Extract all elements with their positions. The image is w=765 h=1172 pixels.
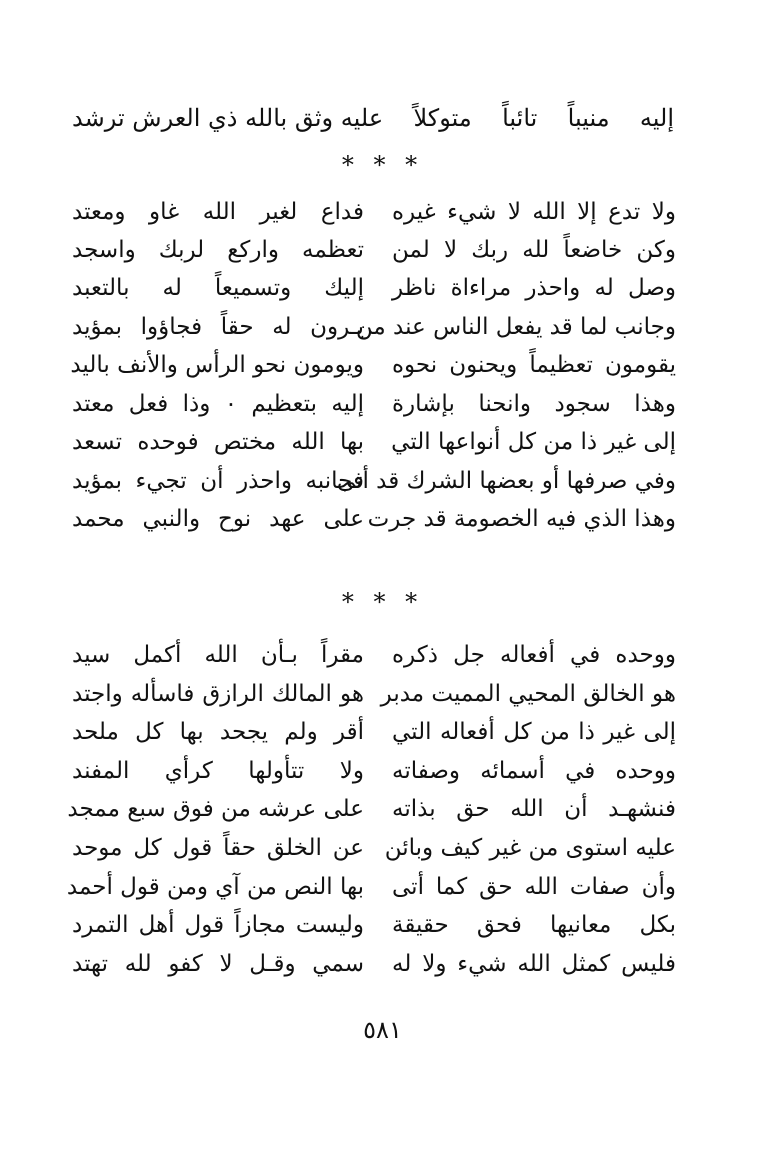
- verse-left-half: على عهد نوح والنبي محمد: [72, 506, 364, 532]
- verse-right-half: هو الخالق المحيي المميت مدبر: [380, 681, 676, 707]
- verse-right-half: إلى غير ذا من كل أفعاله التي: [392, 719, 676, 745]
- verse-right-half: وصل له واحذر مراءاة ناظر: [392, 275, 676, 301]
- verse-left-half: وليست مجازاً قول أهل التمرد: [72, 912, 364, 938]
- verse-left-half: عن الخلق حقاً قول كل موحد: [72, 835, 364, 861]
- verse-left-half: على عرشه من فوق سبع ممجد: [67, 796, 364, 822]
- verse-right-half: وفي صرفها أو بعضها الشرك قد أتى: [336, 468, 676, 494]
- page-number: ٥٨١: [363, 1016, 402, 1044]
- verse-left-half: تعظمه واركع لربك واسجد: [72, 237, 364, 263]
- opening-word-1: إليه: [639, 104, 674, 132]
- opening-verse-second-half: عليه وثق بالله ذي العرش ترشد: [72, 104, 384, 132]
- verse-left-half: إليك وتسميعاً له بالتعبد: [72, 275, 364, 301]
- verse-right-half: ووحده في أفعاله جل ذكره: [392, 642, 676, 668]
- verse-right-half: وجانب لما قد يفعل الناس عند من: [355, 314, 676, 340]
- verse-right-half: إلى غير ذا من كل أنواعها التي: [391, 429, 676, 455]
- verse-left-half: أقر ولم يجحد بها كل ملحد: [72, 719, 364, 745]
- verse-right-half: ولا تدع إلا الله لا شيء غيره: [392, 199, 676, 225]
- opening-verse-line: [72, 96, 674, 140]
- verse-left-half: بها الله مختص فوحده تسعد: [72, 429, 364, 455]
- opening-word-2: منيباً: [567, 104, 610, 132]
- verse-right-half: فنشهـد أن الله حق بذاته: [392, 796, 676, 822]
- verse-left-half: مقراً بـأن الله أكمل سيد: [72, 642, 364, 668]
- section-separator-1: * * *: [341, 151, 424, 179]
- verse-right-half: وهذا الذي فيه الخصومة قد جرت: [367, 506, 676, 532]
- section-separator-2: * * *: [341, 588, 424, 616]
- verse-left-half: فداع لغير الله غاو ومعتد: [72, 199, 364, 225]
- verse-left-half: بها النص من آي ومن قول أحمد: [66, 874, 364, 900]
- verse-left-half: هو المالك الرازق فاسأله واجتد: [72, 681, 364, 707]
- verse-right-half: وكن خاضعاً لله ربك لا لمن: [392, 237, 676, 263]
- verse-right-half: وهذا سجود وانحنا بإشارة: [392, 391, 676, 417]
- verse-right-half: عليه استوى من غير كيف وبائن: [384, 835, 676, 861]
- opening-word-3: تائباً: [502, 104, 538, 132]
- verse-left-half: سمي وقـل لا كفو لله تهتد: [72, 951, 364, 977]
- verse-right-half: وأن صفات الله حق كما أتى: [392, 874, 676, 900]
- verse-left-half: إليه بتعظيم ٠ وذا فعل معتد: [72, 391, 364, 417]
- verse-left-half: يـرون له حقاً فجاؤوا بمؤيد: [72, 314, 364, 340]
- verse-right-half: يقومون تعظيماً ويحنون نحوه: [392, 352, 676, 378]
- verse-right-half: ووحده في أسمائه وصفاته: [392, 758, 676, 784]
- verse-left-half: ولا تتأولها كرأي المفند: [72, 758, 364, 784]
- opening-word-4: متوكلاً: [413, 104, 472, 132]
- verse-right-half: فليس كمثل الله شيء ولا له: [392, 951, 676, 977]
- verse-left-half: ويومون نحو الرأس والأنف باليد: [70, 352, 364, 378]
- verse-left-half: فجانبه واحذر أن تجيء بمؤيد: [72, 468, 364, 494]
- verse-right-half: بكل معانيها فحق حقيقة: [392, 912, 676, 938]
